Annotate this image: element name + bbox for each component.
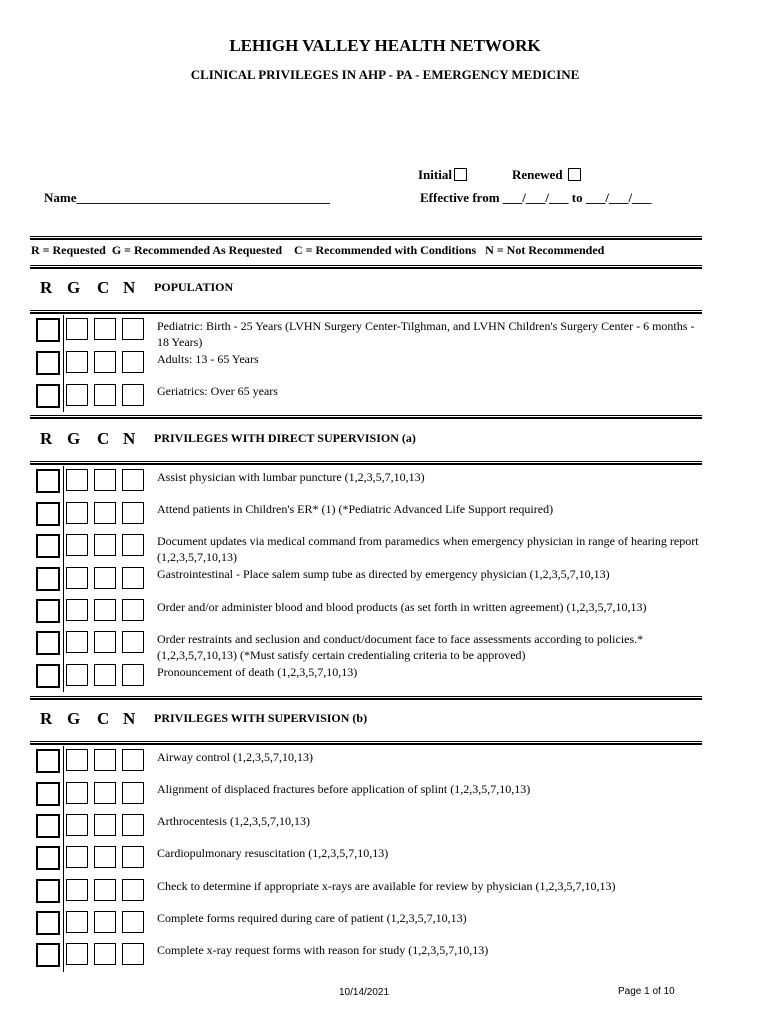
checkbox-row bbox=[36, 943, 146, 967]
not-recommended-checkbox[interactable] bbox=[122, 782, 144, 804]
not-recommended-checkbox[interactable] bbox=[122, 631, 144, 653]
checkbox-row bbox=[36, 469, 146, 493]
recommended-checkbox[interactable] bbox=[66, 943, 88, 965]
renewed-field bbox=[512, 167, 581, 183]
requested-checkbox[interactable] bbox=[36, 879, 60, 903]
conditions-checkbox[interactable] bbox=[94, 318, 116, 340]
not-recommended-checkbox[interactable] bbox=[122, 911, 144, 933]
privilege-item: Geriatrics: Over 65 years bbox=[157, 384, 278, 398]
name-field[interactable]: Name_______________________________________ bbox=[44, 190, 330, 205]
requested-checkbox[interactable] bbox=[36, 567, 60, 591]
checkbox-row bbox=[36, 631, 146, 655]
not-recommended-checkbox[interactable] bbox=[122, 351, 144, 373]
recommended-checkbox[interactable] bbox=[66, 782, 88, 804]
recommended-checkbox[interactable] bbox=[66, 502, 88, 524]
requested-checkbox[interactable] bbox=[36, 846, 60, 870]
conditions-checkbox[interactable] bbox=[94, 384, 116, 406]
checkbox-row bbox=[36, 782, 146, 806]
requested-checkbox[interactable] bbox=[36, 351, 60, 375]
not-recommended-checkbox[interactable] bbox=[122, 943, 144, 965]
not-recommended-checkbox[interactable] bbox=[122, 567, 144, 589]
column-header-c: C bbox=[97, 278, 110, 297]
privilege-item: Pediatric: Birth - 25 Years (LVHN Surgery Center-Tilghman, and LVHN Children's Surgery Center - 6 months - 18 Years) bbox=[157, 319, 695, 349]
not-recommended-checkbox[interactable] bbox=[122, 879, 144, 901]
requested-checkbox[interactable] bbox=[36, 943, 60, 967]
checkbox-row bbox=[36, 879, 146, 903]
requested-checkbox[interactable] bbox=[36, 911, 60, 935]
not-recommended-checkbox[interactable] bbox=[122, 384, 144, 406]
column-header-r: R bbox=[40, 709, 53, 728]
recommended-checkbox[interactable] bbox=[66, 846, 88, 868]
section-header-rule bbox=[30, 310, 702, 314]
privilege-item: Adults: 13 - 65 Years bbox=[157, 352, 259, 366]
requested-checkbox[interactable] bbox=[36, 469, 60, 493]
initial-checkbox[interactable] bbox=[454, 168, 467, 181]
recommended-checkbox[interactable] bbox=[66, 351, 88, 373]
section-title: PRIVILEGES WITH SUPERVISION (b) bbox=[154, 711, 368, 725]
not-recommended-checkbox[interactable] bbox=[122, 318, 144, 340]
privilege-item: Arthrocentesis (1,2,3,5,7,10,13) bbox=[157, 814, 310, 828]
requested-checkbox[interactable] bbox=[36, 384, 60, 408]
checkbox-row bbox=[36, 599, 146, 623]
checkbox-row bbox=[36, 749, 146, 773]
privilege-item: Order and/or administer blood and blood products (as set forth in written agreement) (1,2,3,5,7,10,13) bbox=[157, 600, 647, 614]
privilege-item: Assist physician with lumbar puncture (1,2,3,5,7,10,13) bbox=[157, 470, 425, 484]
conditions-checkbox[interactable] bbox=[94, 534, 116, 556]
conditions-checkbox[interactable] bbox=[94, 879, 116, 901]
requested-checkbox[interactable] bbox=[36, 502, 60, 526]
organization-title: LEHIGH VALLEY HEALTH NETWORK bbox=[229, 36, 541, 55]
requested-checkbox[interactable] bbox=[36, 782, 60, 806]
footer-date: 10/14/2021 bbox=[339, 987, 390, 998]
page-number: Page 1 of 10 bbox=[618, 986, 675, 997]
column-header-g: G bbox=[67, 278, 81, 297]
column-header-r: R bbox=[40, 278, 53, 297]
not-recommended-checkbox[interactable] bbox=[122, 664, 144, 686]
column-header-c: C bbox=[97, 709, 110, 728]
checkbox-row bbox=[36, 534, 146, 558]
requested-checkbox[interactable] bbox=[36, 318, 60, 342]
section-bottom-rule bbox=[30, 696, 702, 700]
checkbox-row bbox=[36, 911, 146, 935]
checkbox-row bbox=[36, 318, 146, 342]
section-header-rule bbox=[30, 461, 702, 465]
requested-checkbox[interactable] bbox=[36, 814, 60, 838]
conditions-checkbox[interactable] bbox=[94, 351, 116, 373]
checkbox-row bbox=[36, 384, 146, 408]
legend-bottom-rule bbox=[30, 265, 702, 269]
recommended-checkbox[interactable] bbox=[66, 664, 88, 686]
privilege-item: Order restraints and seclusion and conduct/document face to face assessments according to policies.* (1,2,3,5,7,10,13) (*Must satisfy certain credentialing criteria to be approved) bbox=[157, 632, 644, 662]
legend-top-rule bbox=[30, 236, 702, 240]
privilege-item: Cardiopulmonary resuscitation (1,2,3,5,7,10,13) bbox=[157, 846, 389, 860]
section-header-rule bbox=[30, 741, 702, 745]
recommended-checkbox[interactable] bbox=[66, 599, 88, 621]
recommended-checkbox[interactable] bbox=[66, 631, 88, 653]
conditions-checkbox[interactable] bbox=[94, 502, 116, 524]
requested-checkbox[interactable] bbox=[36, 749, 60, 773]
section-title: PRIVILEGES WITH DIRECT SUPERVISION (a) bbox=[154, 431, 416, 445]
privilege-item: Complete x-ray request forms with reason for study (1,2,3,5,7,10,13) bbox=[157, 943, 489, 957]
checkbox-row bbox=[36, 664, 146, 688]
initial-field bbox=[418, 167, 467, 183]
column-header-g: G bbox=[67, 429, 81, 448]
recommended-checkbox[interactable] bbox=[66, 318, 88, 340]
requested-checkbox[interactable] bbox=[36, 631, 60, 655]
section-title: POPULATION bbox=[154, 280, 234, 294]
document-subtitle: CLINICAL PRIVILEGES IN AHP - PA - EMERGENCY MEDICINE bbox=[190, 67, 580, 82]
checkbox-row bbox=[36, 502, 146, 526]
conditions-checkbox[interactable] bbox=[94, 846, 116, 868]
checkbox-row bbox=[36, 351, 146, 375]
not-recommended-checkbox[interactable] bbox=[122, 469, 144, 491]
conditions-checkbox[interactable] bbox=[94, 631, 116, 653]
conditions-checkbox[interactable] bbox=[94, 749, 116, 771]
renewed-label: Renewed bbox=[512, 167, 563, 182]
column-header-c: C bbox=[97, 429, 110, 448]
effective-dates-field[interactable]: Effective from ___/___/___ to ___/___/___ bbox=[420, 190, 652, 205]
conditions-checkbox[interactable] bbox=[94, 599, 116, 621]
column-header-g: G bbox=[67, 709, 81, 728]
checkbox-row bbox=[36, 846, 146, 870]
section-bottom-rule bbox=[30, 415, 702, 419]
privilege-item: Attend patients in Children's ER* (1) (*Pediatric Advanced Life Support required) bbox=[157, 502, 554, 516]
not-recommended-checkbox[interactable] bbox=[122, 502, 144, 524]
not-recommended-checkbox[interactable] bbox=[122, 814, 144, 836]
not-recommended-checkbox[interactable] bbox=[122, 749, 144, 771]
recommended-checkbox[interactable] bbox=[66, 814, 88, 836]
checkbox-row bbox=[36, 814, 146, 838]
not-recommended-checkbox[interactable] bbox=[122, 846, 144, 868]
privilege-item: Pronouncement of death (1,2,3,5,7,10,13) bbox=[157, 665, 358, 679]
privilege-item: Complete forms required during care of patient (1,2,3,5,7,10,13) bbox=[157, 911, 467, 925]
column-header-n: N bbox=[123, 709, 136, 728]
recommended-checkbox[interactable] bbox=[66, 384, 88, 406]
legend: R = Requested G = Recommended As Requested C = Recommended with Conditions N = Not Recommended bbox=[31, 243, 605, 257]
privilege-item: Check to determine if appropriate x-rays are available for review by physician (1,2,3,5,7,10,13) bbox=[157, 879, 616, 893]
conditions-checkbox[interactable] bbox=[94, 664, 116, 686]
column-header-n: N bbox=[123, 278, 136, 297]
not-recommended-checkbox[interactable] bbox=[122, 534, 144, 556]
conditions-checkbox[interactable] bbox=[94, 469, 116, 491]
requested-checkbox[interactable] bbox=[36, 664, 60, 688]
privilege-item: Gastrointestinal - Place salem sump tube as directed by emergency physician (1,2,3,5,7,10,13) bbox=[157, 567, 610, 581]
initial-label: Initial bbox=[418, 167, 452, 182]
privilege-item: Airway control (1,2,3,5,7,10,13) bbox=[157, 750, 313, 764]
conditions-checkbox[interactable] bbox=[94, 567, 116, 589]
not-recommended-checkbox[interactable] bbox=[122, 599, 144, 621]
conditions-checkbox[interactable] bbox=[94, 943, 116, 965]
privilege-item: Document updates via medical command from paramedics when emergency physician in range of hearing report (1,2,3,5,7,10,13) bbox=[157, 534, 699, 564]
recommended-checkbox[interactable] bbox=[66, 469, 88, 491]
requested-checkbox[interactable] bbox=[36, 534, 60, 558]
column-header-n: N bbox=[123, 429, 136, 448]
conditions-checkbox[interactable] bbox=[94, 814, 116, 836]
column-header-r: R bbox=[40, 429, 53, 448]
recommended-checkbox[interactable] bbox=[66, 879, 88, 901]
conditions-checkbox[interactable] bbox=[94, 782, 116, 804]
recommended-checkbox[interactable] bbox=[66, 534, 88, 556]
requested-checkbox[interactable] bbox=[36, 599, 60, 623]
conditions-checkbox[interactable] bbox=[94, 911, 116, 933]
recommended-checkbox[interactable] bbox=[66, 749, 88, 771]
checkbox-row bbox=[36, 567, 146, 591]
recommended-checkbox[interactable] bbox=[66, 567, 88, 589]
privilege-item: Alignment of displaced fractures before application of splint (1,2,3,5,7,10,13) bbox=[157, 782, 531, 796]
renewed-checkbox[interactable] bbox=[568, 168, 581, 181]
recommended-checkbox[interactable] bbox=[66, 911, 88, 933]
